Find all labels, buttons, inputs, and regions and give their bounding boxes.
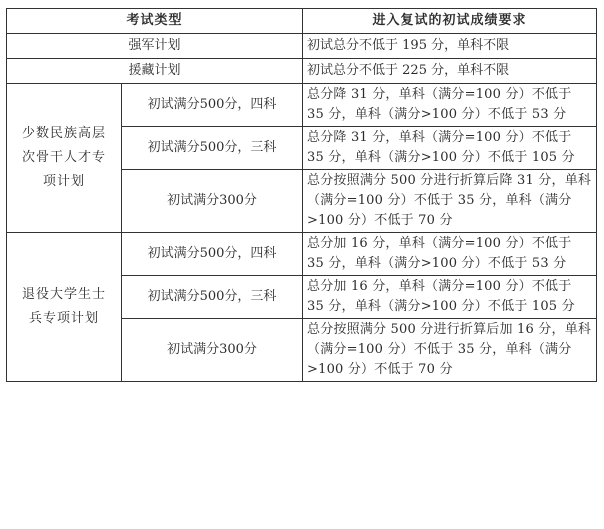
header-exam-type: 考试类型 (7, 9, 303, 34)
requirement-cell: 总分按照满分 500 分进行折算后降 31 分，单科（满分=100 分）不低于 35 分，单科（满分>100 分）不低于 70 分 (303, 170, 597, 233)
table-row (7, 84, 597, 127)
requirement-cell: 总分降 31 分，单科（满分=100 分）不低于 35 分，单科（满分>100 分）不低于 105 分 (303, 127, 597, 170)
exam-subtype-cell: 初试满分300分 (122, 319, 303, 382)
header-row (7, 9, 597, 34)
requirement-cell: 总分加 16 分，单科（满分=100 分）不低于 35 分，单科（满分>100 分）不低于 53 分 (303, 233, 597, 276)
group-label: 少数民族高层次骨干人才专项计划 (7, 84, 122, 233)
requirement-cell: 总分加 16 分，单科（满分=100 分）不低于 35 分，单科（满分>100 分）不低于 105 分 (303, 276, 597, 319)
exam-subtype-cell: 初试满分500分，三科 (122, 127, 303, 170)
requirement-cell: 初试总分不低于 225 分，单科不限 (303, 59, 597, 84)
exam-subtype-cell: 初试满分500分，四科 (122, 233, 303, 276)
requirements-table (6, 8, 597, 382)
requirement-cell: 初试总分不低于 195 分，单科不限 (303, 34, 597, 59)
table-row (7, 233, 597, 276)
requirement-cell: 总分按照满分 500 分进行折算后加 16 分，单科（满分=100 分）不低于 35 分，单科（满分>100 分）不低于 70 分 (303, 319, 597, 382)
exam-subtype-cell: 初试满分500分，四科 (122, 84, 303, 127)
table-row (7, 59, 597, 84)
header-requirement: 进入复试的初试成绩要求 (303, 9, 597, 34)
exam-subtype-cell: 初试满分500分，三科 (122, 276, 303, 319)
exam-subtype-cell: 初试满分300分 (122, 170, 303, 233)
group-label: 退役大学生士兵专项计划 (7, 233, 122, 382)
exam-type-cell: 援藏计划 (7, 59, 303, 84)
table-row (7, 34, 597, 59)
exam-type-cell: 强军计划 (7, 34, 303, 59)
requirement-cell: 总分降 31 分，单科（满分=100 分）不低于 35 分，单科（满分>100 分）不低于 53 分 (303, 84, 597, 127)
